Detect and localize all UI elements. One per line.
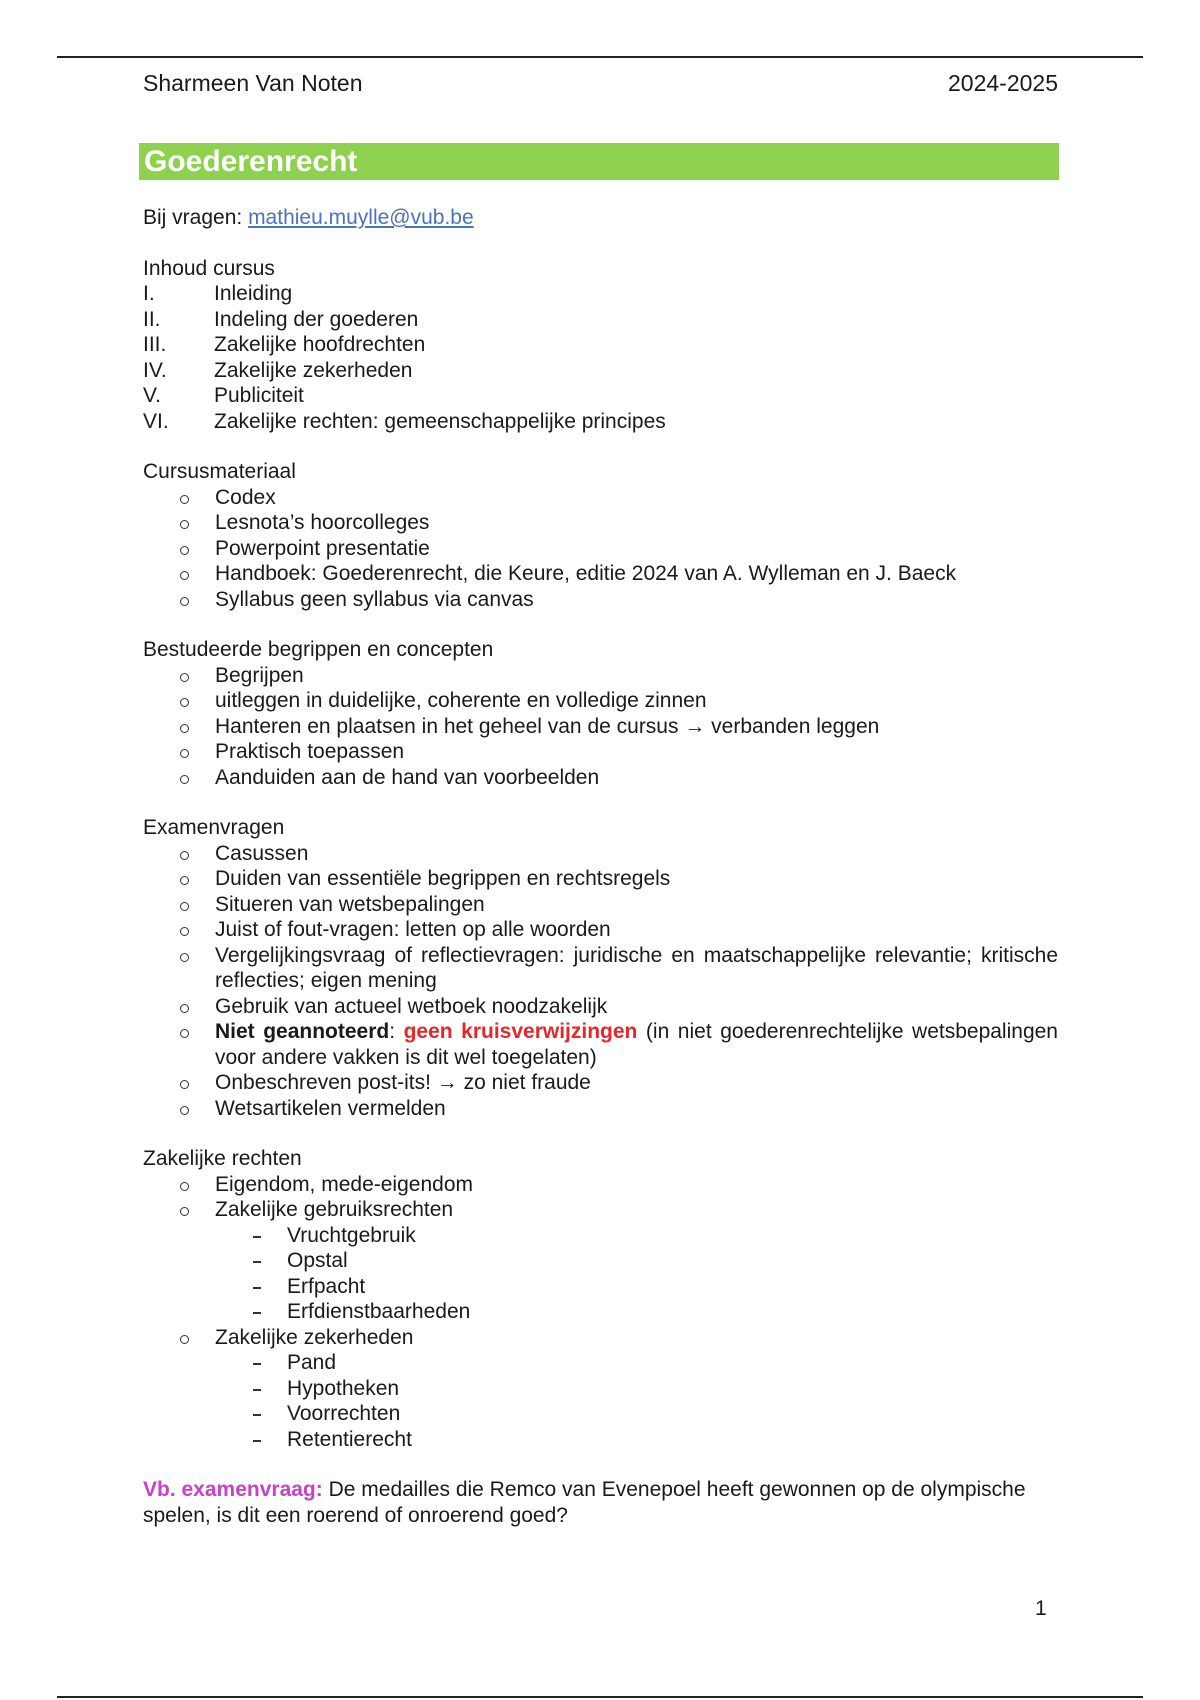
materials-list — [143, 485, 1058, 613]
roman-numeral: VI. — [143, 409, 169, 433]
example-label: Vb. examenvraag: — [143, 1478, 323, 1501]
roman-numeral: II. — [143, 307, 161, 331]
list-item-label: Publiciteit — [214, 384, 304, 407]
list-item-group — [179, 1197, 1058, 1325]
contact-line — [143, 205, 1058, 231]
roman-numeral: IV. — [143, 358, 167, 382]
list-item — [143, 307, 1058, 333]
list-item: Lesnota’s hoorcolleges — [179, 510, 1058, 536]
top-rule — [57, 56, 1143, 58]
real-rights-list — [143, 1172, 1058, 1453]
materials-section — [143, 459, 1058, 612]
list-item — [143, 332, 1058, 358]
list-item — [143, 383, 1058, 409]
emphasis-bold: Niet geannoteerd — [215, 1020, 390, 1043]
sublist-item: Retentierecht — [251, 1427, 1058, 1453]
document-title: Goederenrecht — [139, 143, 1059, 180]
sublist-item: Erfpacht — [251, 1274, 1058, 1300]
document-body — [143, 205, 1058, 1528]
real-rights-heading: Zakelijke rechten — [143, 1147, 302, 1170]
contact-email-link[interactable]: mathieu.muylle@vub.be — [248, 206, 474, 229]
list-item: uitleggen in duidelijke, coherente en volledige zinnen — [179, 688, 1058, 714]
list-item: Begrijpen — [179, 663, 1058, 689]
list-item: Handboek: Goederenrecht, die Keure, editie 2024 van A. Wylleman en J. Baeck — [179, 561, 1058, 587]
course-contents-section — [143, 256, 1058, 435]
list-item: Gebruik van actueel wetboek noodzakelijk — [179, 994, 1058, 1020]
list-item-group — [179, 1325, 1058, 1453]
sublist-item: Voorrechten — [251, 1401, 1058, 1427]
list-item: Wetsartikelen vermelden — [179, 1096, 1058, 1122]
securities-sublist — [215, 1350, 1058, 1452]
exam-section — [143, 815, 1058, 1121]
materials-heading: Cursusmateriaal — [143, 460, 296, 483]
list-item-label: Zakelijke hoofdrechten — [214, 333, 426, 356]
list-item-label: Zakelijke gebruiksrechten — [215, 1198, 454, 1221]
sublist-item: Opstal — [251, 1248, 1058, 1274]
list-item: Situeren van wetsbepalingen — [179, 892, 1058, 918]
colon-text: : — [389, 1020, 404, 1043]
sublist-item: Hypotheken — [251, 1376, 1058, 1402]
bottom-rule — [57, 1696, 1143, 1698]
list-item-annotated — [179, 1019, 1058, 1070]
usage-rights-sublist — [215, 1223, 1058, 1325]
page-number: 1 — [1035, 1597, 1047, 1620]
academic-year: 2024-2025 — [948, 70, 1058, 96]
real-rights-section — [143, 1146, 1058, 1452]
roman-numeral: I. — [143, 282, 155, 305]
list-item — [143, 281, 1058, 307]
list-item: Juist of fout-vragen: letten op alle woorden — [179, 917, 1058, 943]
list-item — [143, 409, 1058, 435]
author-name: Sharmeen Van Noten — [143, 70, 363, 96]
concepts-section — [143, 637, 1058, 790]
list-item: Codex — [179, 485, 1058, 511]
roman-numeral: V. — [143, 384, 161, 407]
list-item-label: Zakelijke zekerheden — [214, 358, 413, 382]
list-item: Praktisch toepassen — [179, 739, 1058, 765]
list-item: Onbeschreven post-its! → zo niet fraude — [179, 1070, 1058, 1096]
list-item-label: Zakelijke rechten: gemeenschappelijke principes — [214, 409, 666, 433]
list-item: Eigendom, mede-eigendom — [179, 1172, 1058, 1198]
list-item: Aanduiden aan de hand van voorbeelden — [179, 765, 1058, 791]
list-item: Powerpoint presentatie — [179, 536, 1058, 562]
example-paragraph — [143, 1477, 1058, 1528]
sublist-item: Pand — [251, 1350, 1058, 1376]
list-item-label: Zakelijke zekerheden — [215, 1325, 414, 1349]
contact-label: Bij vragen: — [143, 206, 243, 229]
concepts-heading: Bestudeerde begrippen en concepten — [143, 638, 494, 661]
exam-heading: Examenvragen — [143, 816, 285, 839]
annotated-rest: (in niet goederenrechtelijke wetsbepalingen voor andere vakken is dit wel toegelaten) — [215, 1020, 1058, 1069]
sublist-item: Vruchtgebruik — [251, 1223, 1058, 1249]
list-item: Casussen — [179, 841, 1058, 867]
list-item-label: Indeling der goederen — [214, 307, 419, 331]
exam-list — [143, 841, 1058, 1122]
sublist-item: Erfdienstbaarheden — [251, 1299, 1058, 1325]
concepts-list — [143, 663, 1058, 791]
warning-red-text: geen kruisverwijzingen — [403, 1020, 638, 1043]
list-item-label: Inleiding — [214, 282, 293, 305]
course-contents-list — [143, 281, 1058, 434]
list-item: Vergelijkingsvraag of reflectievragen: juridische en maatschappelijke relevantie; kritische reflecties; eigen mening — [179, 943, 1058, 994]
list-item: Hanteren en plaatsen in het geheel van de cursus → verbanden leggen — [179, 714, 1058, 740]
roman-numeral: III. — [143, 333, 167, 356]
example-text: De medailles die Remco van Evenepoel heeft gewonnen op de olympische spelen, is dit een roerend of onroerend goed? — [143, 1478, 1026, 1527]
list-item: Syllabus geen syllabus via canvas — [179, 587, 1058, 613]
course-contents-heading: Inhoud cursus — [143, 256, 275, 280]
list-item — [143, 358, 1058, 384]
example-question — [143, 1477, 1058, 1528]
list-item: Duiden van essentiële begrippen en rechtsregels — [179, 866, 1058, 892]
